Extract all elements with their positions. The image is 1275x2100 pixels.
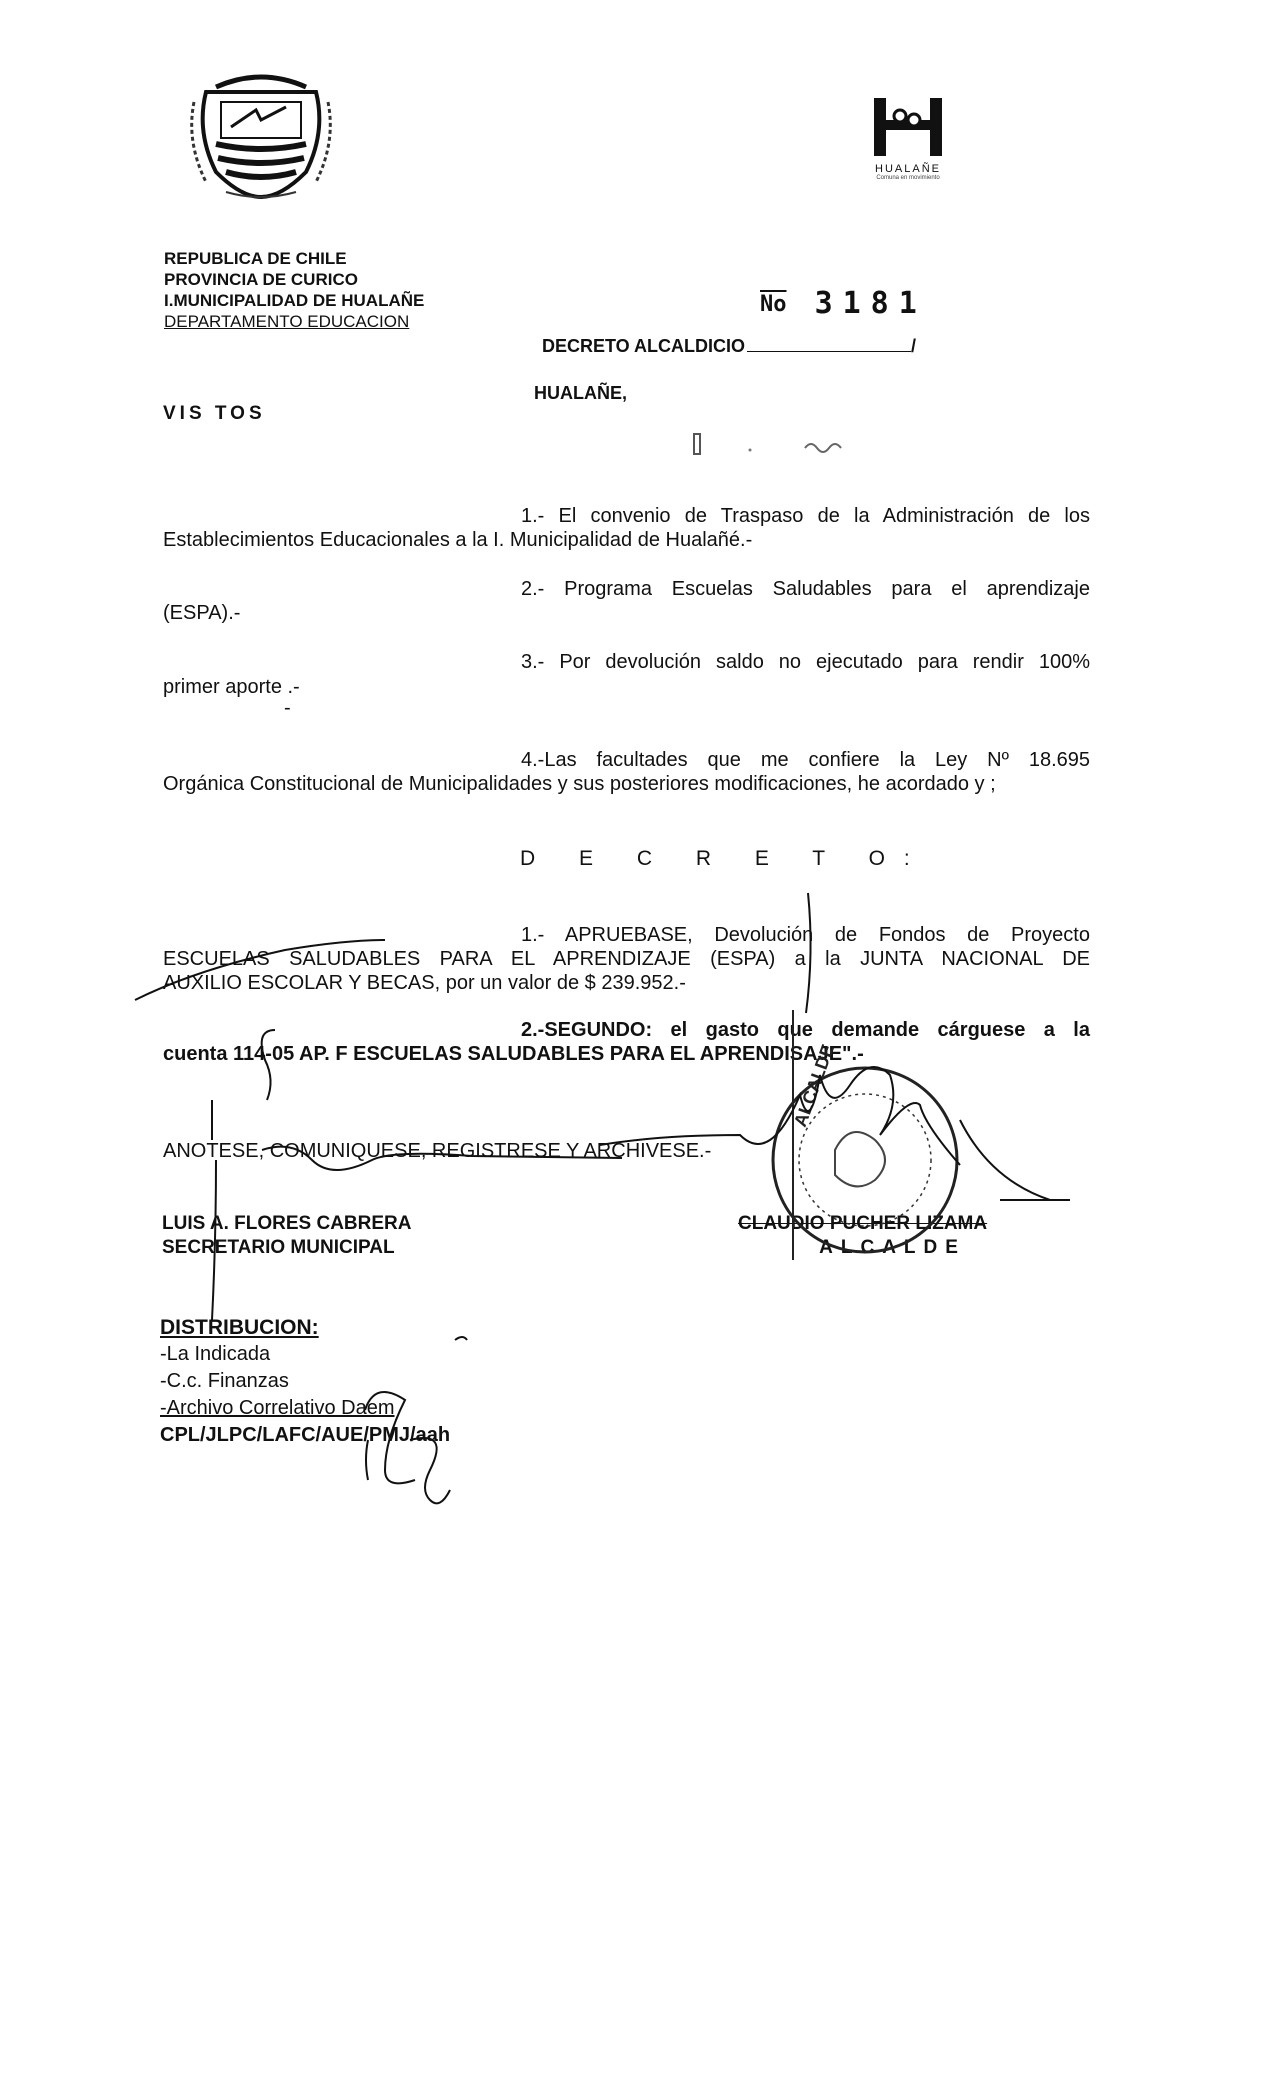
hualane-logo-icon <box>858 96 958 158</box>
distribution-item: -La Indicada <box>160 1343 271 1365</box>
mayor-name: CLAUDIO PUCHER LIZAMA <box>738 1213 988 1234</box>
header-municipality: I.MUNICIPALIDAD DE HUALAÑE <box>164 291 425 310</box>
decree-number-value: 3181 <box>814 286 927 321</box>
vistos-item-3-line-2: primer aporte .- <box>163 676 300 698</box>
distribution-title: DISTRIBUCION: <box>160 1316 319 1339</box>
vistos-heading: VIS TOS <box>163 403 266 424</box>
secretary-name: LUIS A. FLORES CABRERA <box>162 1213 412 1234</box>
secretary-title: SECRETARIO MUNICIPAL <box>162 1237 395 1258</box>
institution-header <box>164 248 424 332</box>
vistos-item-4-line-1: 4.-Las facultades que me confiere la Ley Nº 18.695 <box>521 749 1090 771</box>
secretary-block <box>162 1212 411 1260</box>
decree-label: DECRETO ALCALDICIO <box>542 336 746 356</box>
vistos-item-2-line-2: (ESPA).- <box>163 602 241 624</box>
decreto-item-2-line-1: 2.-SEGUNDO: el gasto que demande cárguese a la <box>521 1019 1090 1041</box>
decreto-heading: D E C R E T O: <box>520 847 929 870</box>
distribution-block <box>160 1314 450 1449</box>
official-seal-icon <box>755 1010 985 1310</box>
decree-blank-line <box>747 337 911 352</box>
svg-text:ALCALDE: ALCALDE <box>789 1041 839 1130</box>
vistos-item-4-line-2: Orgánica Constitucional de Municipalidades y sus posteriores modificaciones, he acordado y ; <box>163 773 996 795</box>
decree-slash: / <box>911 336 917 356</box>
vistos-item-1-line-1: 1.- El convenio de Traspaso de la Administración de los <box>521 505 1090 527</box>
logo-name: HUALAÑE <box>875 163 941 175</box>
header-province: PROVINCIA DE CURICO <box>164 270 358 289</box>
decreto-item-2-line-2: cuenta 114-05 AP. F ESCUELAS SALUDABLES PARA EL APRENDISAJE".- <box>163 1043 864 1065</box>
decree-place: HUALAÑE, <box>534 383 627 403</box>
decree-number-prefix: $\overline{No}$ <box>760 292 787 317</box>
header-republic: REPUBLICA DE CHILE <box>164 249 347 268</box>
decree-label-line <box>542 336 916 357</box>
decree-number <box>760 286 927 321</box>
header-department: DEPARTAMENTO EDUCACION <box>164 312 410 331</box>
logo-tagline: Comuna en movimiento <box>876 175 940 181</box>
hualane-logo <box>858 96 958 188</box>
closing-formula: ANOTESE, COMUNIQUESE, REGISTRESE Y ARCHIVESE.- <box>163 1140 712 1162</box>
distribution-initials: CPL/JLPC/LAFC/AUE/PMJ/aah <box>160 1424 451 1446</box>
decreto-item-1-line-1: 1.- APRUEBASE, Devolución de Fondos de Proyecto <box>521 924 1090 946</box>
decreto-item-1-line-3: AUXILIO ESCOLAR Y BECAS, por un valor de $ 239.952.- <box>163 972 686 994</box>
vistos-item-1-line-2: Establecimientos Educacionales a la I. Municipalidad de Hualañé.- <box>163 529 753 551</box>
decreto-item-1-line-2: ESCUELAS SALUDABLES PARA EL APRENDIZAJE (ESPA) a la JUNTA NACIONAL DE <box>163 948 1090 970</box>
vistos-item-2-line-1: 2.- Programa Escuelas Saludables para el aprendizaje <box>521 578 1090 600</box>
distribution-item: -C.c. Finanzas <box>160 1370 289 1392</box>
vistos-item-3-dash: - <box>284 697 291 719</box>
vistos-item-3-line-1: 3.- Por devolución saldo no ejecutado para rendir 100% <box>521 651 1090 673</box>
faint-date-stamp <box>690 430 870 464</box>
municipal-crest-icon <box>186 62 336 202</box>
distribution-item: -Archivo Correlativo Daem <box>160 1397 395 1419</box>
mayor-title: ALCALDE <box>819 1237 966 1258</box>
